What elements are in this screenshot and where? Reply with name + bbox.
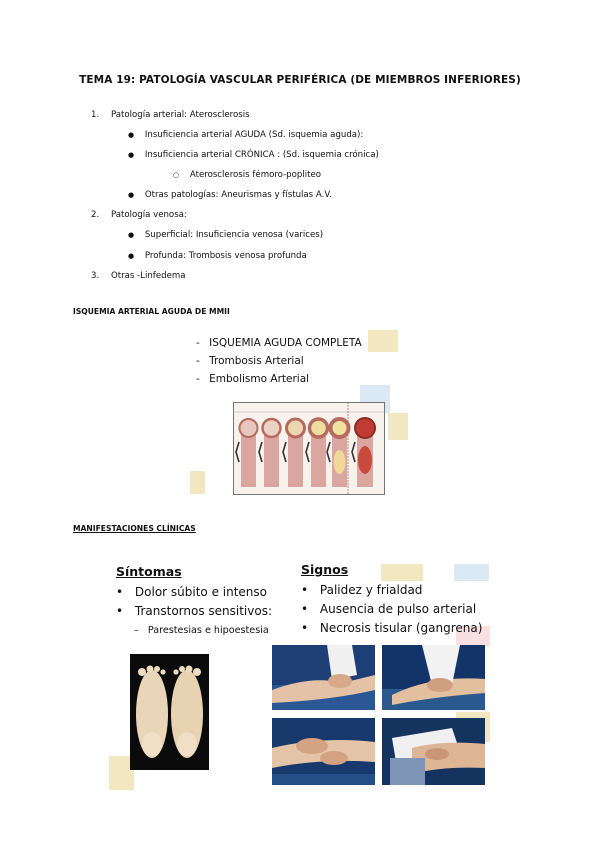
list-item: [116, 604, 272, 618]
item-label: Necrosis tisular (gangrena): [319, 621, 483, 635]
outline-subitem: [128, 130, 363, 140]
item-label: Profunda: Trombosis venosa profunda: [144, 251, 307, 261]
list-subitem: [134, 625, 269, 636]
dash-glyph: -: [196, 373, 200, 385]
item-label: Otras patologías: Aneurismas y fístulas A.V.: [144, 190, 332, 200]
outline-subitem: [128, 190, 332, 200]
item-label: Patología arterial: Aterosclerosis: [110, 110, 250, 120]
bullet-icon: •: [301, 602, 309, 616]
item-number: 2.: [91, 210, 100, 220]
list-item: [301, 602, 476, 616]
bullet-icon: ●: [128, 131, 135, 139]
decorative-square: [381, 564, 423, 581]
signos-heading: Signos: [301, 562, 349, 577]
item-label: Dolor súbito e intenso: [134, 585, 268, 599]
section-heading-manifestaciones: MANIFESTACIONES CLÍNICAS: [73, 524, 196, 533]
item-number: 3.: [91, 271, 100, 281]
item-label: Parestesias e hipoestesia: [147, 625, 269, 636]
pulse-exam-photo: [382, 645, 485, 710]
outline-item-3: [91, 271, 186, 281]
pulse-exam-photo: [272, 718, 375, 785]
list-item: [301, 621, 482, 635]
item-label: Transtornos sensitivos:: [134, 604, 273, 618]
item-label: Ausencia de pulso arterial: [319, 602, 477, 616]
bullet-icon: ●: [128, 252, 135, 260]
item-label: Otras -Linfedema: [110, 271, 186, 281]
item-label: Embolismo Arterial: [209, 373, 310, 385]
bullet-icon: •: [116, 604, 124, 618]
artery-stage: [287, 419, 305, 487]
item-label: Insuficiencia arterial AGUDA (Sd. isquemia aguda):: [144, 130, 364, 140]
bullet-icon: •: [301, 583, 309, 597]
outline-subitem: [128, 230, 323, 240]
dash-glyph: –: [134, 625, 139, 636]
list-item: [196, 355, 304, 367]
outline-item-2: [91, 210, 187, 220]
item-label: ISQUEMIA AGUDA COMPLETA: [209, 337, 362, 349]
pale-feet-photo: [130, 654, 209, 770]
artery-stage: [355, 418, 375, 487]
artery-occlusion-figure: [233, 402, 385, 495]
pulse-exam-photo: [382, 718, 485, 785]
list-item: [116, 585, 267, 599]
bullet-icon: •: [301, 621, 309, 635]
decorative-square: [388, 413, 408, 440]
artery-stage: [331, 419, 349, 487]
item-label: Palidez y frialdad: [319, 583, 423, 597]
item-label: Trombosis Arterial: [209, 355, 304, 367]
artery-stage: [310, 419, 328, 487]
sintomas-heading: Síntomas: [116, 564, 182, 579]
decorative-square: [368, 330, 398, 352]
pulse-exam-photo: [272, 645, 375, 710]
artery-stage: [263, 419, 281, 487]
item-label: Aterosclerosis fémoro-popliteo: [189, 170, 322, 180]
page-title: TEMA 19: PATOLOGÍA VASCULAR PERIFÉRICA (DE MIEMBROS INFERIORES): [79, 74, 521, 86]
circle-bullet-icon: ○: [173, 171, 180, 179]
bullet-icon: ●: [128, 231, 135, 239]
bullet-icon: •: [116, 585, 124, 599]
section-heading-isquemia: ISQUEMIA ARTERIAL AGUDA DE MMII: [73, 307, 230, 316]
list-item: [301, 583, 422, 597]
decorative-square: [190, 471, 205, 494]
outline-item-1: [91, 110, 250, 120]
outline-subitem: [128, 251, 307, 261]
list-item: [196, 337, 362, 349]
artery-stage: [240, 419, 258, 487]
dash-glyph: -: [196, 337, 200, 349]
outline-subitem: [128, 150, 379, 160]
list-item: [196, 373, 309, 385]
outline-subsubitem: [173, 170, 321, 180]
item-label: Insuficiencia arterial CRÓNICA : (Sd. isquemia crónica): [144, 150, 379, 160]
dash-glyph: -: [196, 355, 200, 367]
bullet-icon: ●: [128, 191, 135, 199]
item-label: Patología venosa:: [110, 210, 187, 220]
bullet-icon: ●: [128, 151, 135, 159]
item-label: Superficial: Insuficiencia venosa (varices): [144, 230, 324, 240]
item-number: 1.: [91, 110, 100, 120]
decorative-square: [454, 564, 489, 581]
